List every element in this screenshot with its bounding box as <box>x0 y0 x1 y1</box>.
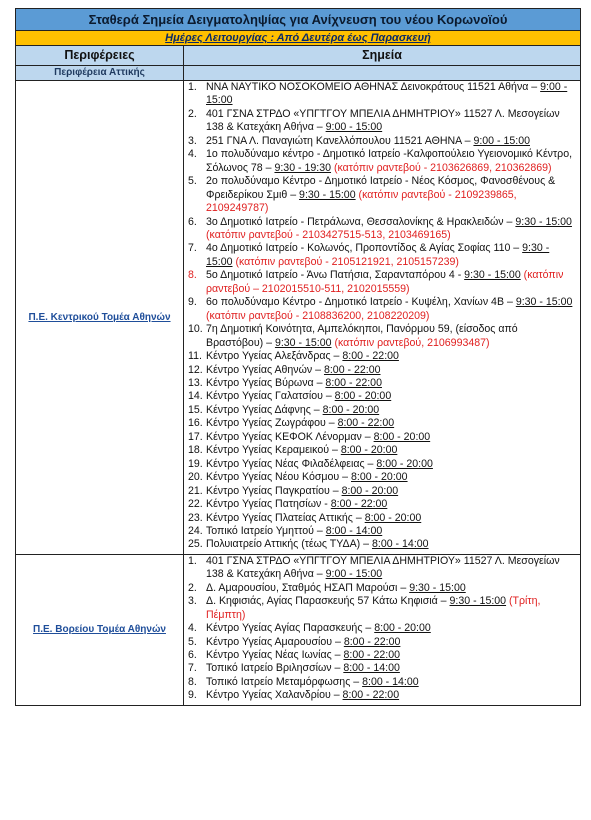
item-number: 10. <box>188 323 203 336</box>
list-item <box>188 350 576 363</box>
item-note: (Τρίτη, Πέμπτη) <box>206 595 541 621</box>
item-text: 6ο πολυδύναμο Κέντρο - Δημοτικό Ιατρείο - Κυψέλη, Χανίων 4Β – <box>206 296 513 309</box>
item-text: 3ο Δημοτικό Ιατρείο - Πετράλωνα, Θεσσαλονίκης & Ηρακλειδών – <box>206 215 513 228</box>
item-number: 19. <box>188 457 203 470</box>
item-hours: 8:00 - 22:00 <box>337 417 395 430</box>
section-name-link[interactable]: Π.Ε. Βορείου Τομέα Αθηνών <box>33 624 166 636</box>
header-regions: Περιφέρειες <box>16 46 184 65</box>
list-item <box>188 269 576 296</box>
item-text: 251 ΓΝΑ Λ. Παναγιώτη Κανελλόπουλου 11521 ΑΘΗΝΑ – <box>206 134 471 147</box>
item-number: 11. <box>188 350 202 363</box>
item-hours: 8:00 - 14:00 <box>372 538 429 551</box>
item-text: Κέντρο Υγείας Δάφνης – <box>206 403 320 416</box>
item-hours: 8:00 - 20:00 <box>322 403 380 416</box>
item-text: Κέντρο Υγείας Νέας Ιωνίας – <box>206 649 341 662</box>
item-number: 25. <box>188 538 203 551</box>
item-hours: 9:30 - 15:00 <box>299 188 356 201</box>
item-hours: 8:00 - 22:00 <box>343 635 401 648</box>
list-item <box>188 636 576 649</box>
item-note: (κατόπιν ραντεβού - 2103626869, 210362869) <box>333 161 552 174</box>
item-number: 4. <box>188 148 197 161</box>
item-hours: 8:00 - 20:00 <box>334 390 392 403</box>
item-text: Κέντρο Υγείας Βύρωνα – <box>206 376 323 389</box>
list-item <box>188 538 576 551</box>
item-number: 14. <box>188 390 203 403</box>
item-hours: 8:00 - 22:00 <box>343 649 401 662</box>
list-item <box>188 498 576 511</box>
item-number: 12. <box>188 363 203 376</box>
item-text: Κέντρο Υγείας Αλεξάνδρας – <box>206 350 340 363</box>
item-note: (κατόπιν ραντεβού - 2109239865, 2109249787) <box>206 188 517 215</box>
list-item <box>188 676 576 689</box>
points-list <box>188 555 576 703</box>
item-number: 20. <box>188 471 203 484</box>
list-item <box>188 525 576 538</box>
item-hours: 9:30 - 15:00 <box>409 581 466 594</box>
item-text: Κέντρο Υγείας Γαλατσίου – <box>206 390 332 403</box>
item-hours: 8:00 - 20:00 <box>341 484 399 497</box>
list-item <box>188 582 576 595</box>
item-text: Κέντρο Υγείας Νέου Κόσμου – <box>206 471 349 484</box>
item-number: 4. <box>188 622 197 635</box>
item-hours: 8:00 - 22:00 <box>342 350 399 363</box>
list-item <box>188 444 576 457</box>
list-item <box>188 622 576 635</box>
item-note: (κατόπιν ραντεβού – 2102015510-511, 2102015559) <box>206 269 564 295</box>
item-text: Κέντρο Υγείας Παγκρατίου – <box>206 484 339 497</box>
list-item <box>188 175 576 215</box>
item-number: 23. <box>188 511 203 524</box>
list-item <box>188 689 576 702</box>
operating-days: Ημέρες Λειτουργίας : Από Δευτέρα έως Παρασκευή <box>15 31 581 46</box>
item-text: Κέντρο Υγείας Κεραμεικού – <box>206 444 338 457</box>
list-item <box>188 377 576 390</box>
section-central-athens <box>15 81 581 555</box>
item-text: 5ο Δημοτικό Ιατρείο - Άνω Πατήσια, Σαρανταπόρου 4 - <box>206 269 462 282</box>
list-item <box>188 323 576 350</box>
item-text: Δ. Κηφισιάς, Αγίας Παρασκευής 57 Κάτω Κηφισιά – <box>206 595 447 608</box>
item-number: 3. <box>188 134 197 147</box>
item-number: 6. <box>188 215 197 228</box>
list-item <box>188 512 576 525</box>
item-number: 17. <box>188 430 203 443</box>
item-number: 1. <box>188 554 197 567</box>
list-item <box>188 296 576 323</box>
item-hours: 9:00 - 15:00 <box>325 121 383 134</box>
list-item <box>188 390 576 403</box>
item-hours: 9:30 - 19:30 <box>274 161 332 174</box>
item-hours: 9:30 - 15:00 <box>274 336 332 349</box>
item-text: Δ. Αμαρουσίου, Σταθμός ΗΣΑΠ Μαρούσι – <box>206 581 407 594</box>
item-number: 7. <box>188 662 197 675</box>
list-item <box>188 458 576 471</box>
item-text: Κέντρο Υγείας ΚΕΦΟΚ Λένορμαν – <box>206 430 371 443</box>
item-text: Πολυιατρείο Αττικής (τέως ΤΥΔΑ) – <box>206 538 370 551</box>
item-number: 22. <box>188 498 203 511</box>
item-hours: 9:30 - 15:00 <box>206 242 550 268</box>
item-number: 21. <box>188 484 203 497</box>
item-number: 13. <box>188 376 203 389</box>
item-text: 1ο πολυδύναμο κέντρο - Δημοτικό Ιατρείο -Καλφοπούλειο Υγειονομικό Κέντρο, Σόλωνος 78 – <box>206 148 573 174</box>
item-number: 3. <box>188 595 197 608</box>
item-text: Τοπικό Ιατρείο Βριλησσίων – <box>206 662 341 675</box>
item-hours: 8:00 - 20:00 <box>373 430 431 443</box>
item-hours: 9:30 - 15:00 <box>449 595 507 608</box>
item-number: 2. <box>188 581 197 594</box>
region-name: Περιφέρεια Αττικής <box>16 66 184 80</box>
item-text: Τοπικό Ιατρείο Υμηττού – <box>206 524 323 537</box>
item-hours: 8:00 - 14:00 <box>325 524 383 537</box>
item-number: 1. <box>188 81 197 93</box>
item-hours: 8:00 - 22:00 <box>323 363 381 376</box>
item-number: 6. <box>188 649 197 662</box>
list-item <box>188 81 576 108</box>
item-text: Κέντρο Υγείας Αγίας Παρασκευής – <box>206 622 372 635</box>
section-name-link[interactable]: Π.Ε. Κεντρικού Τομέα Αθηνών <box>28 311 171 323</box>
points-list <box>188 81 576 552</box>
item-note: (κατόπιν ραντεβού - 2103427515-513, 2103469165) <box>206 228 451 241</box>
list-item <box>188 471 576 484</box>
item-hours: 8:00 - 20:00 <box>351 471 408 484</box>
item-hours: 9:30 - 15:00 <box>515 296 573 309</box>
list-item <box>188 148 576 175</box>
item-number: 8. <box>188 269 197 282</box>
item-note: (κατόπιν ραντεβού - 2105121921, 2105157239) <box>235 255 459 268</box>
item-text: Κέντρο Υγείας Αθηνών – <box>206 363 322 376</box>
list-item <box>188 364 576 377</box>
section-north-athens <box>15 555 581 706</box>
list-item <box>188 404 576 417</box>
item-number: 9. <box>188 296 197 309</box>
item-text: Κέντρο Υγείας Χαλανδρίου – <box>206 689 340 702</box>
item-number: 24. <box>188 524 203 537</box>
list-item <box>188 555 576 582</box>
list-item <box>188 216 576 243</box>
list-item <box>188 649 576 662</box>
item-text: 401 ΓΣΝΑ ΣΤΡΔΟ «ΥΠΓΤΓΟΥ ΜΠΕΛΙΑ ΔΗΜΗΤΡΙΟΥ» 11527 Λ. Μεσογείων 138 & Κατεχάκη Αθήνα – <box>206 554 560 581</box>
item-hours: 8:00 - 14:00 <box>343 662 400 675</box>
item-text: 7η Δημοτική Κοινότητα, Αμπελόκηποι, Πανόρμου 59, (είσοδος από Βραστόβου) – <box>206 323 518 349</box>
item-hours: 8:00 - 20:00 <box>374 622 431 635</box>
item-hours: 9:00 - 15:00 <box>473 134 530 147</box>
item-note: (κατόπιν ραντεβού - 2108836200, 2108220209) <box>206 309 430 322</box>
item-hours: 8:00 - 22:00 <box>330 498 388 511</box>
item-number: 9. <box>188 689 197 702</box>
item-text: ΝΝΑ ΝΑΥΤΙΚΟ ΝΟΣΟΚΟΜΕΙΟ ΑΘΗΝΑΣ Δεινοκράτους 11521 Αθήνα – <box>206 81 538 93</box>
item-hours: 9:00 - 15:00 <box>206 81 568 107</box>
region-row <box>15 66 581 81</box>
list-item <box>188 431 576 444</box>
list-item <box>188 417 576 430</box>
item-text: 2ο πολυδύναμο Κέντρο - Δημοτικό Ιατρείο - Νέος Κόσμος, Φανοσθένους & Φρειδερίκου Σμιθ – <box>206 175 556 201</box>
item-hours: 8:00 - 22:00 <box>342 689 400 702</box>
item-text: 401 ΓΣΝΑ ΣΤΡΔΟ «ΥΠΓΤΓΟΥ ΜΠΕΛΙΑ ΔΗΜΗΤΡΙΟΥ» 11527 Λ. Μεσογείων 138 & Κατεχάκη Αθήνα – <box>206 107 560 134</box>
item-hours: 8:00 - 20:00 <box>340 444 398 457</box>
item-hours: 9:30 - 15:00 <box>515 215 572 228</box>
item-number: 5. <box>188 635 197 648</box>
document-title: Σταθερά Σημεία Δειγματοληψίας για Ανίχνευση του νέου Κορωνοϊού <box>15 8 581 31</box>
header-points: Σημεία <box>362 48 402 62</box>
document <box>15 8 581 706</box>
item-text: Κέντρο Υγείας Νέας Φιλαδέλφειας – <box>206 457 374 470</box>
item-text: Κέντρο Υγείας Αμαρουσίου – <box>206 635 341 648</box>
list-item <box>188 135 576 148</box>
item-hours: 8:00 - 20:00 <box>364 511 422 524</box>
item-hours: 9:00 - 15:00 <box>325 568 383 581</box>
list-item <box>188 595 576 622</box>
item-number: 18. <box>188 444 203 457</box>
item-text: Τοπικό Ιατρείο Μεταμόρφωσης – <box>206 675 360 688</box>
item-number: 8. <box>188 675 197 688</box>
item-hours: 8:00 - 22:00 <box>325 376 382 389</box>
item-text: Κέντρο Υγείας Ζωγράφου – <box>206 417 335 430</box>
item-text: Κέντρο Υγείας Πατησίων - <box>206 498 328 511</box>
item-text: Κέντρο Υγείας Πλατείας Αττικής – <box>206 511 362 524</box>
item-number: 2. <box>188 107 197 120</box>
item-note: (κατόπιν ραντεβού, 2106993487) <box>334 336 490 349</box>
item-number: 16. <box>188 417 203 430</box>
list-item <box>188 108 576 135</box>
item-hours: 8:00 - 14:00 <box>362 675 419 688</box>
item-text: 4ο Δημοτικό Ιατρείο - Κολωνός, Προποντίδος & Αγίας Σοφίας 110 – <box>206 242 520 255</box>
list-item <box>188 662 576 675</box>
table-header <box>15 46 581 66</box>
item-hours: 8:00 - 20:00 <box>376 457 433 470</box>
item-number: 7. <box>188 242 197 255</box>
item-number: 15. <box>188 403 203 416</box>
list-item <box>188 242 576 269</box>
list-item <box>188 485 576 498</box>
item-hours: 9:30 - 15:00 <box>464 269 521 282</box>
item-number: 5. <box>188 175 197 188</box>
